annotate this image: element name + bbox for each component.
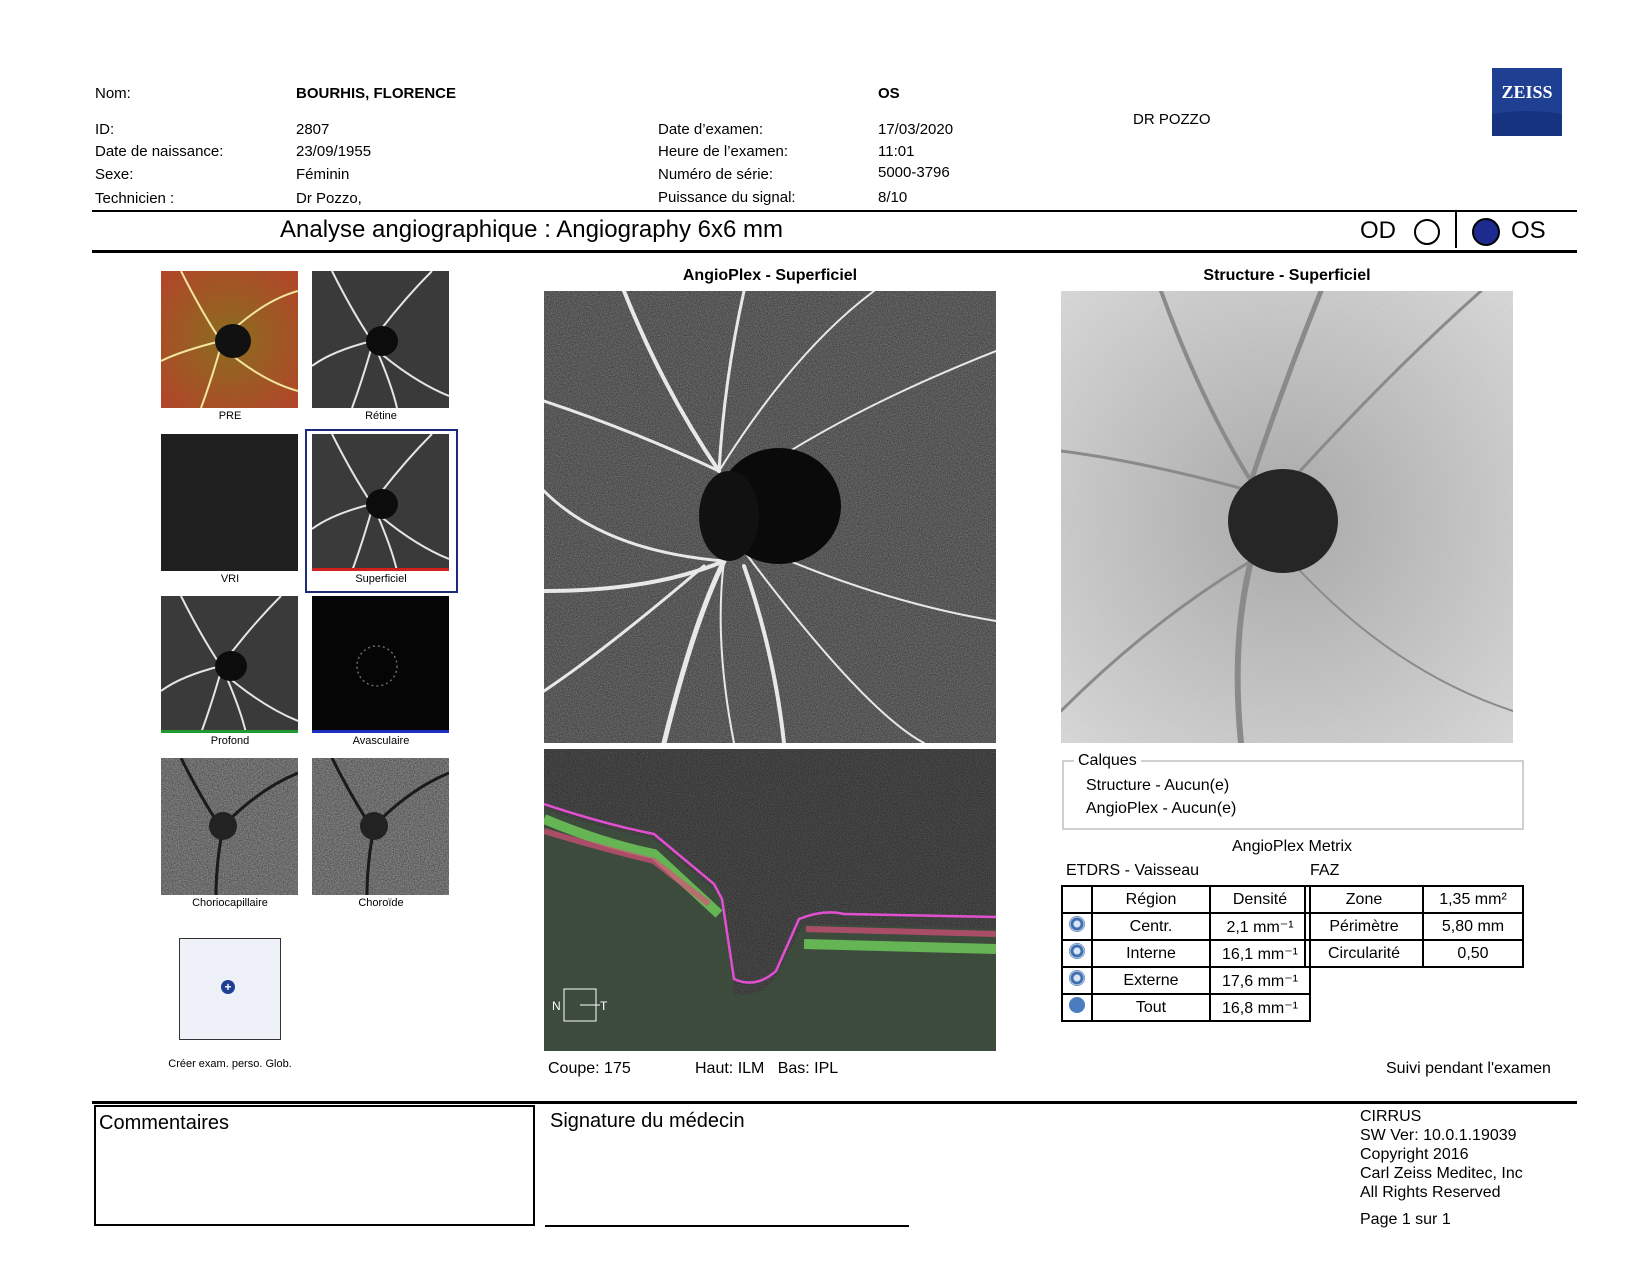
patient-sex: Féminin <box>296 166 350 183</box>
table-row <box>1305 940 1523 967</box>
faz-value: 0,50 <box>1423 940 1523 967</box>
exam-time-label: Heure de l’examen: <box>658 143 789 160</box>
patient-id: 2807 <box>296 121 330 138</box>
etdrs-full-icon <box>1069 997 1085 1013</box>
sex-label: Sexe: <box>95 166 134 183</box>
bscan-image[interactable] <box>544 749 996 1051</box>
tracking-status: Suivi pendant l'examen <box>1386 1060 1551 1077</box>
metrix-title: AngioPlex Metrix <box>1232 838 1353 855</box>
faz-value: 1,35 mm² <box>1423 886 1523 913</box>
thumbnail-profond[interactable] <box>161 596 298 733</box>
thumbnail-r-tine[interactable] <box>312 271 449 408</box>
thumbnail-pre[interactable] <box>161 271 298 408</box>
layer-structure[interactable]: Structure - Aucun(e) <box>1086 777 1230 794</box>
company: Carl Zeiss Meditec, Inc <box>1360 1165 1523 1182</box>
layer-color-bar <box>312 730 449 733</box>
thumbnail-avasculaire[interactable] <box>312 596 449 733</box>
table-row <box>1305 913 1523 940</box>
page-number: Page 1 sur 1 <box>1360 1211 1451 1228</box>
od-radio[interactable] <box>1414 219 1440 245</box>
etdrs-table <box>1061 885 1311 1022</box>
table-row <box>1062 967 1310 994</box>
layer-color-bar <box>312 568 449 571</box>
od-label[interactable]: OD <box>1360 217 1396 244</box>
table-row <box>1062 913 1310 940</box>
etdrs-center-icon <box>1069 916 1085 932</box>
etdrs-region: Centr. <box>1092 913 1210 940</box>
faz-name: Périmètre <box>1305 913 1423 940</box>
table-row <box>1305 886 1523 913</box>
thumbnail-choriocapillaire[interactable] <box>161 758 298 895</box>
layers-legend: Calques <box>1074 752 1141 770</box>
faz-name: Zone <box>1305 886 1423 913</box>
angioplex-title: AngioPlex - Superficiel <box>682 267 858 284</box>
etdrs-header-region: Région <box>1092 886 1210 913</box>
thumbnail-label: Superficiel <box>355 573 407 585</box>
thumbnail-superficiel[interactable] <box>312 434 449 571</box>
serial-label: Numéro de série: <box>658 166 774 183</box>
etdrs-density: 16,1 mm⁻¹ <box>1210 940 1310 967</box>
layer-angioplex[interactable]: AngioPlex - Aucun(e) <box>1086 800 1237 817</box>
nasal-marker: N <box>552 999 561 1013</box>
etdrs-region: Interne <box>1092 940 1210 967</box>
title-top-rule <box>92 210 1577 212</box>
layer-color-bar <box>161 730 298 733</box>
serial-number: 5000-3796 <box>878 164 950 181</box>
thumbnail-label: Profond <box>210 735 250 747</box>
footer-rule <box>92 1101 1577 1104</box>
rights: All Rights Reserved <box>1360 1184 1501 1201</box>
dob-label: Date de naissance: <box>95 143 224 160</box>
thumbnail-label: Choriocapillaire <box>192 897 268 909</box>
etdrs-region: Externe <box>1092 967 1210 994</box>
bounds-label: Haut: ILM Bas: IPL <box>695 1060 839 1077</box>
thumbnail-label: Rétine <box>365 410 397 422</box>
doctor-name: DR POZZO <box>1133 111 1211 128</box>
name-label: Nom: <box>95 85 131 102</box>
faz-table <box>1304 885 1524 968</box>
signal-strength: 8/10 <box>878 189 908 206</box>
patient-name: BOURHIS, FLORENCE <box>296 85 457 102</box>
title-bottom-rule <box>92 250 1577 253</box>
thumbnail-choro-de[interactable] <box>312 758 449 895</box>
os-label[interactable]: OS <box>1511 217 1546 244</box>
patient-dob: 23/09/1955 <box>296 143 372 160</box>
faz-name: Circularité <box>1305 940 1423 967</box>
copyright: Copyright 2016 <box>1360 1146 1469 1163</box>
exam-date-label: Date d’examen: <box>658 121 764 138</box>
etdrs-header-density: Densité <box>1210 886 1310 913</box>
slice-label: Coupe: 175 <box>548 1060 631 1077</box>
comments-label: Commentaires <box>99 1112 230 1134</box>
structure-image[interactable] <box>1061 291 1513 743</box>
layers-box <box>1062 760 1524 830</box>
thumbnail-label: PRE <box>218 410 242 422</box>
thumbnail-label: Choroïde <box>358 897 404 909</box>
thumbnail-label: VRI <box>220 573 240 585</box>
faz-value: 5,80 mm <box>1423 913 1523 940</box>
zeiss-logo <box>1492 68 1562 136</box>
angioplex-image[interactable] <box>544 291 996 743</box>
etdrs-label: ETDRS - Vaisseau <box>1066 862 1200 879</box>
etdrs-inner-icon <box>1069 943 1085 959</box>
structure-title: Structure - Superficiel <box>1203 267 1371 284</box>
eye-code: OS <box>878 85 900 102</box>
signature-line <box>545 1225 909 1227</box>
custom-exam-label[interactable]: Créer exam. perso. Glob. <box>168 1058 292 1070</box>
device-info <box>1360 1107 1523 1202</box>
exam-date: 17/03/2020 <box>878 121 954 138</box>
temporal-marker: T <box>600 999 608 1013</box>
thumbnail-label: Avasculaire <box>352 735 410 747</box>
custom-exam-box[interactable] <box>179 938 281 1040</box>
table-row <box>1062 994 1310 1021</box>
report-title: Analyse angiographique : Angiography 6x6 mm <box>280 216 783 243</box>
signature-label: Signature du médecin <box>550 1110 745 1132</box>
faz-label: FAZ <box>1310 862 1340 879</box>
eye-divider <box>1455 212 1457 248</box>
add-icon[interactable]: + <box>221 980 235 994</box>
tech-label: Technicien : <box>95 190 175 207</box>
table-row <box>1062 940 1310 967</box>
id-label: ID: <box>95 121 115 138</box>
etdrs-region: Tout <box>1092 994 1210 1021</box>
etdrs-outer-icon <box>1069 970 1085 986</box>
exam-time: 11:01 <box>878 143 915 160</box>
etdrs-density: 2,1 mm⁻¹ <box>1210 913 1310 940</box>
thumbnail-vri[interactable] <box>161 434 298 571</box>
software-version: SW Ver: 10.0.1.19039 <box>1360 1127 1517 1144</box>
device-name: CIRRUS <box>1360 1108 1422 1125</box>
etdrs-density: 17,6 mm⁻¹ <box>1210 967 1310 994</box>
os-radio[interactable] <box>1472 218 1500 246</box>
svg-text:ZEISS: ZEISS <box>1501 82 1553 102</box>
etdrs-density: 16,8 mm⁻¹ <box>1210 994 1310 1021</box>
signal-label: Puissance du signal: <box>658 189 796 206</box>
technician: Dr Pozzo, <box>296 190 362 207</box>
